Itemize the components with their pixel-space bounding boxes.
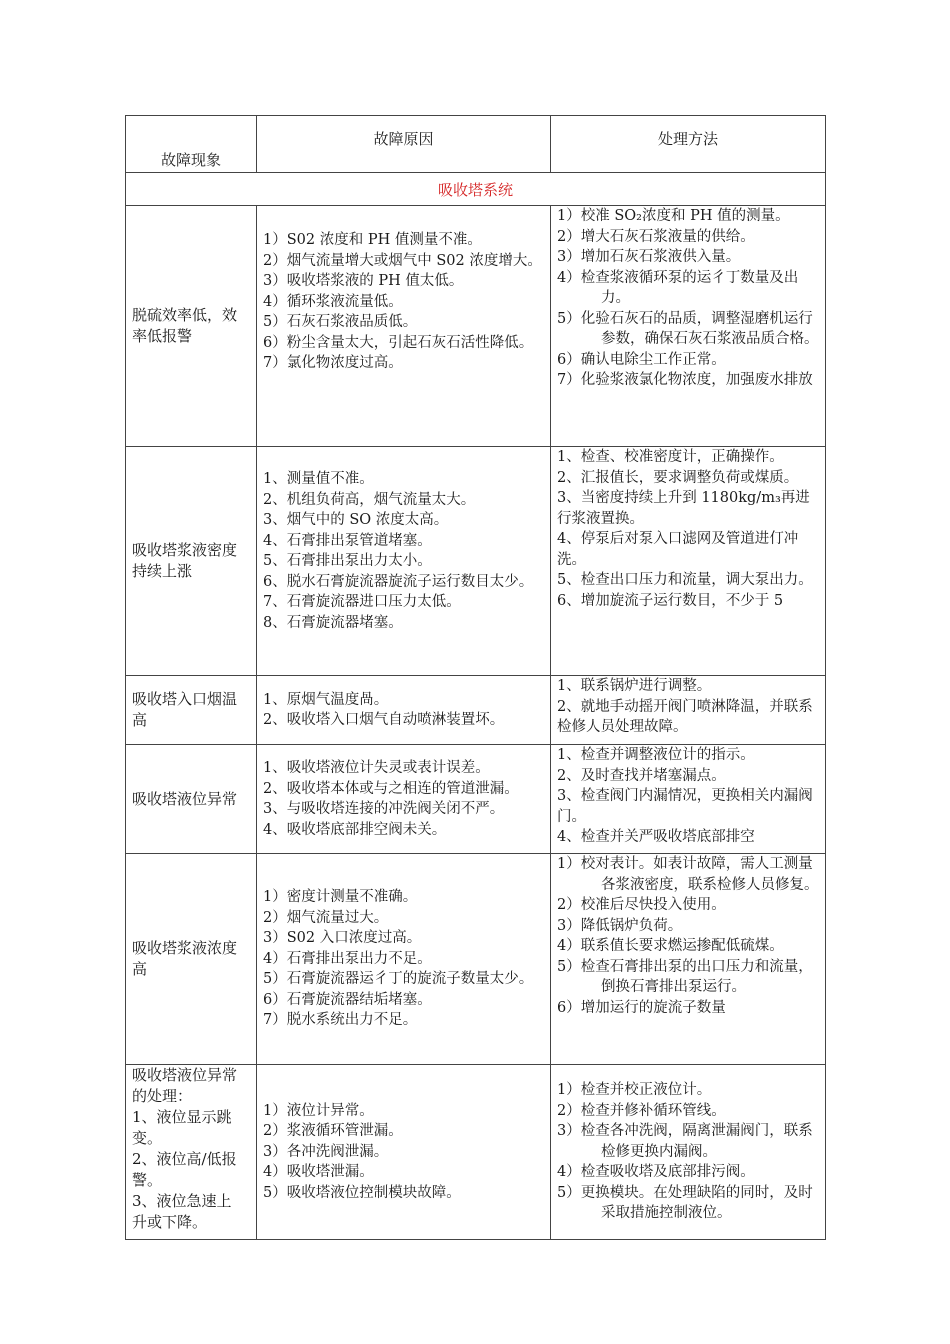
list-item: 3、当密度持续上升到 1180kg/m₃再进行浆液置换。 [557,490,810,527]
list-item: 2）浆液循环管泄漏。 [263,1123,403,1140]
list-item: 5）化验石灰石的品质，调整湿磨机运行参数，确保石灰石浆液品质合格。 [557,310,819,347]
list-item: 5）吸收塔液位控制模块故障。 [263,1184,461,1201]
list-item: 1）液位计异常。 [263,1102,374,1119]
list-item: 6）粉尘含量太大，引起石灰石活性降低。 [263,334,534,351]
cause-cell [257,854,551,1065]
list-item: 2）烟气流量增大或烟气中 S02 浓度增大。 [263,252,542,269]
list-item: 2、就地手动摇开阀门喷淋降温，并联系检修人员处理故障。 [557,698,813,735]
list-item: 3、烟气中的 SO 浓度太高。 [263,512,449,528]
symptom-cell [126,745,257,854]
symptom-line: 高 [132,711,148,729]
symptom-line: 脱硫效率低，效 [132,306,238,324]
list-item: 5、石膏排出泵出力太小。 [263,553,432,569]
list-item: 5）更换模块。在处理缺陷的同时，及时采取措施控制液位。 [557,1184,813,1222]
list-item: 8、石膏旋流器堵塞。 [263,614,403,631]
list-item: 2）检查并修补循环管线。 [557,1102,726,1119]
symptom-line: 吸收塔入口烟温 [132,690,238,708]
symptom-line: 2、液位高/低报 [132,1150,237,1168]
list-item: 5、检查出口压力和流量，调大泵出力。 [557,572,813,588]
header-action: 处理方法 [551,116,826,173]
list-item: 6、增加旋流子运行数目，不少于 5 [557,592,784,609]
list-item: 4）检查浆液循环泵的运彳丁数量及出力。 [557,269,799,306]
symptom-line: 变。 [132,1129,163,1147]
cause-cell [257,447,551,676]
action-cell [551,745,826,854]
list-item: 3、与吸收塔连接的冲洗阀关闭不严。 [263,801,505,817]
symptom-cell [126,854,257,1065]
table-header-row [126,116,826,173]
cause-cell [257,745,551,854]
list-item: 3）各冲洗阀泄漏。 [263,1143,389,1160]
list-item: 1、检查、校准密度计，正确操作。 [557,449,784,465]
table-row [126,745,826,854]
list-item: 7）脱水系统出力不足。 [263,1012,418,1029]
symptom-line: 警。 [132,1171,163,1189]
symptom-line: 持续上涨 [132,562,193,580]
list-item: 2、吸收塔入口烟气自动喷淋装置坏。 [263,712,505,728]
list-item: 4、石膏排出泵管道堵塞。 [263,532,432,549]
list-item: 5）检查石膏排出泵的出口压力和流量，倒换石膏排出泵运行。 [557,958,813,995]
list-item: 3）吸收塔浆液的 PH 值太低。 [263,273,464,289]
table-row [126,1065,826,1240]
list-item: 4）吸收塔泄漏。 [263,1164,374,1181]
action-cell [551,447,826,676]
list-item: 7）氯化物浓度过高。 [263,355,403,371]
list-item: 4、停泵后对泵入口滤网及管道进仃冲洗。 [557,531,799,568]
cause-cell [257,676,551,745]
list-item: 1）S02 浓度和 PH 值测量不准。 [263,232,482,248]
list-item: 5）石灰石浆液品质低。 [263,314,418,330]
table-row [126,206,826,447]
list-item: 3）增加石灰石浆液供入量。 [557,249,741,265]
list-item: 4）联系值长要求燃运掺配低硫煤。 [557,938,784,954]
symptom-line: 吸收塔液位异常 [132,789,238,808]
symptom-line: 吸收塔浆液密度 [132,541,238,559]
list-item: 4）检查吸收塔及底部排污阀。 [557,1164,755,1181]
symptom-cell [126,447,257,676]
action-cell [551,676,826,745]
list-item: 5）石膏旋流器运彳丁的旋流子数量太少。 [263,971,534,988]
list-item: 1）密度计测量不准确。 [263,889,418,906]
table-row [126,447,826,676]
list-item: 2、及时查找并堵塞漏点。 [557,767,726,784]
symptom-line: 率低报警 [132,327,193,345]
symptom-line: 吸收塔液位异常 [132,1066,238,1084]
list-item: 3）检查各冲洗阀，隔离泄漏阀门，联系检修更换内漏阀。 [557,1123,813,1160]
symptom-cell [126,206,257,447]
list-item: 1、吸收塔液位计失灵或表计误差。 [263,760,490,776]
list-item: 3、检查阀门内漏情况，更换相关内漏阀门。 [557,788,813,825]
fault-table [125,115,826,1240]
list-item: 1）校准 SO₂浓度和 PH 值的测量。 [557,208,790,224]
cause-cell [257,206,551,447]
list-item: 2、汇报值长，要求调整负荷或煤质。 [557,469,799,486]
list-item: 1）检查并校正液位计。 [557,1082,712,1099]
symptom-line: 的处理： [132,1087,193,1105]
symptom-line: 升或下降。 [132,1213,208,1231]
list-item: 2）烟气流量过大。 [263,909,389,926]
header-cause: 故障原因 [257,116,551,173]
action-cell [551,854,826,1065]
symptom-cell [126,676,257,745]
action-cell [551,1065,826,1240]
list-item: 6）增加运行的旋流子数量 [557,999,726,1016]
table-row [126,854,826,1065]
list-item: 1、检查并调整液位计的指示。 [557,747,755,763]
list-item: 1）校对表计。如表计故障，需人工测量各浆液密度，联系检修人员修复。 [557,856,819,893]
list-item: 4）循环浆液流量低。 [263,293,403,310]
list-item: 3）降低锅炉负荷。 [557,917,683,934]
symptom-line: 吸收塔浆液浓度 [132,939,238,957]
header-symptom: 故障现象 [126,116,257,173]
list-item: 1、原烟气温度咼。 [263,691,389,708]
list-item: 1、联系锅炉进行调整。 [557,678,712,694]
list-item: 1、测量值不准。 [263,471,374,487]
action-cell [551,206,826,447]
list-item: 6）石膏旋流器结垢堵塞。 [263,991,432,1008]
symptom-line: 3、液位急速上 [132,1192,232,1210]
list-item: 7、石膏旋流器进口压力太低。 [263,594,461,610]
symptom-line: 1、液位显示跳 [132,1108,232,1126]
list-item: 4、吸收塔底部排空阀未关。 [263,821,447,838]
list-item: 2、机组负荷高，烟气流量太大。 [263,491,476,508]
list-item: 4、检查并关严吸收塔底部排空 [557,829,755,845]
symptom-cell [126,1065,257,1240]
list-item: 6、脱水石膏旋流器旋流子运行数目太少。 [263,573,534,590]
section-title: 吸收塔系统 [126,173,826,206]
list-item: 3）S02 入口浓度过高。 [263,930,422,947]
list-item: 2）增大石灰石浆液量的供给。 [557,228,755,245]
list-item: 4）石膏排出泵出力不足。 [263,950,432,967]
list-item: 2）校准后尽快投入使用。 [557,897,726,913]
symptom-line: 高 [132,960,148,978]
list-item: 6）确认电除尘工作正常。 [557,351,726,368]
cause-cell [257,1065,551,1240]
section-row [126,173,826,206]
list-item: 7）化验浆液氯化物浓度，加强废水排放 [557,372,813,388]
list-item: 2、吸收塔本体或与之相连的管道泄漏。 [263,780,519,797]
table-row [126,676,826,745]
